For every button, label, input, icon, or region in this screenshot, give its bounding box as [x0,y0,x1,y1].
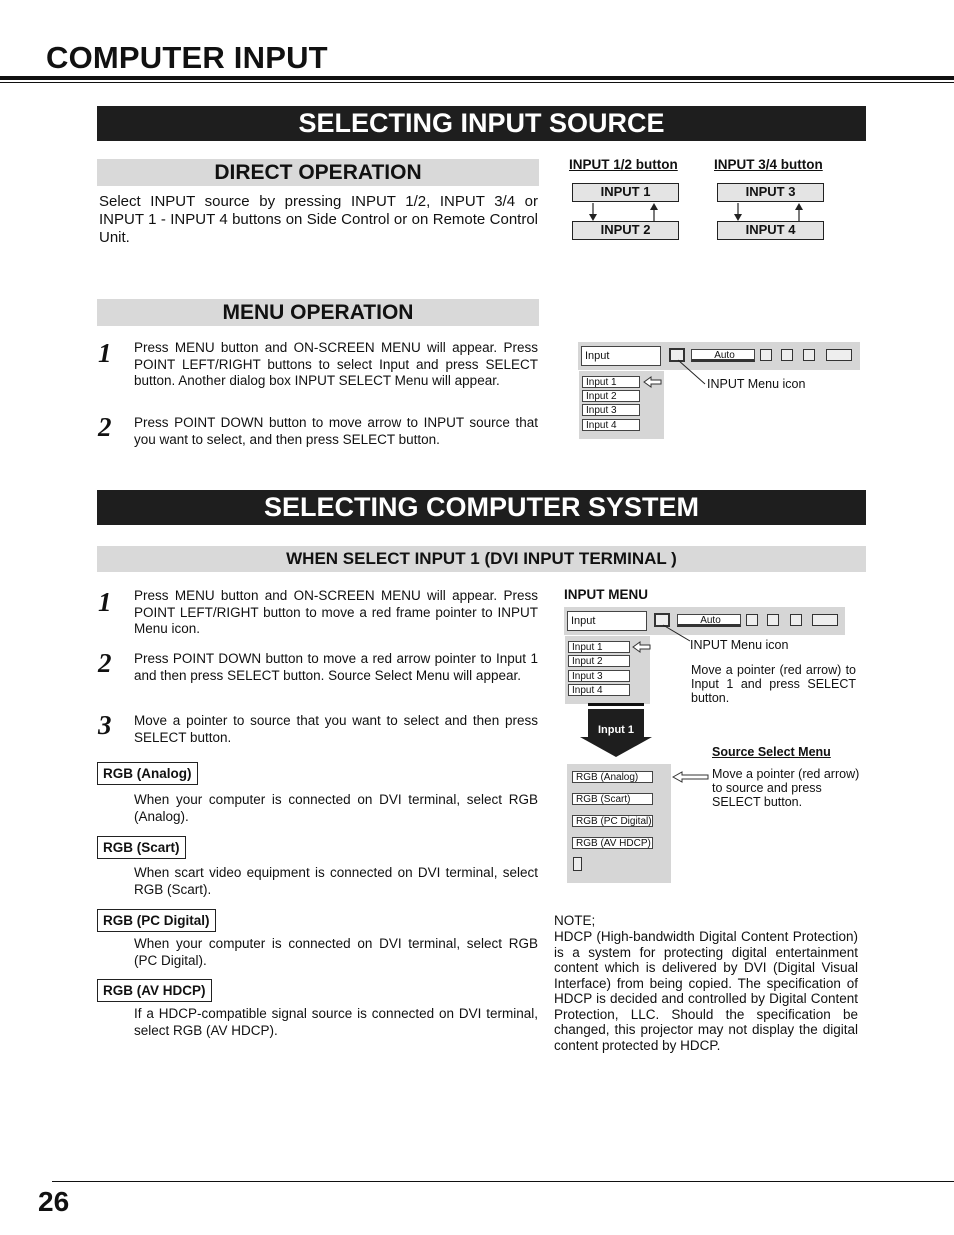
screen-icon [760,349,772,361]
red-arrow-pointer-icon [672,771,710,783]
input-item: Input 1 [568,641,630,653]
option-text: When scart video equipment is connected on DVI terminal, select RGB (Scart). [134,865,538,897]
menu-step-text: Press MENU button and ON-SCREEN MENU will appear. Press POINT LEFT/RIGHT buttons to select Input and press SELECT button. Another dialog box INPUT SELECT Menu will appear. [134,340,538,388]
page-number: 26 [38,1186,70,1217]
note-title: NOTE; [554,913,596,928]
system-step-text: Press POINT DOWN button to move a red arrow pointer to Input 1 and then press SELECT button. Source Select Menu will appear. [134,651,538,683]
input-item: Input 4 [568,684,630,696]
note-text: HDCP (High-bandwidth Digital Content Protection) is a system for protecting digital entertainment content which is delivered by DVI (Digital Visual Interface) from being copied. The specification of HDCP is decided and controlled by Digital Content Protection, LLC. Should the specification be changed, this projector may not display the digital content protected by HDCP. [554,929,858,1053]
menu-input-field: Input [581,346,661,366]
red-arrow-pointer-icon [632,641,652,653]
source-select-note: Move a pointer (red arrow) to source and press SELECT button. [712,767,860,809]
input-2-button: INPUT 2 [572,221,679,240]
input-menu-icon-label: INPUT Menu icon [690,638,789,652]
direct-operation-heading: DIRECT OPERATION [97,159,539,186]
input-3-button: INPUT 3 [717,183,824,202]
pointer-note: Move a pointer (red arrow) to Input 1 and press SELECT button. [691,663,856,705]
source-item: RGB (Scart) [572,793,653,805]
input-12-button-label: INPUT 1/2 button [569,157,678,172]
screen-icon [746,614,758,626]
input-item: Input 4 [582,419,640,431]
image-icon [767,614,779,626]
system-step-text: Move a pointer to source that you want to select and then press SELECT button. [134,713,538,745]
input-1-button: INPUT 1 [572,183,679,202]
input-menu-icon-label: INPUT Menu icon [707,377,806,391]
menu-auto-field: Auto [677,614,741,627]
source-item: RGB (AV HDCP) [572,837,653,849]
step-number: 2 [98,648,112,678]
setting-icon [826,349,852,361]
option-text: When your computer is connected on DVI terminal, select RGB (PC Digital). [134,936,538,968]
section-heading-computer-system: SELECTING COMPUTER SYSTEM [97,490,866,525]
option-label-rgb-av-hdcp: RGB (AV HDCP) [97,979,212,1002]
direct-operation-text: Select INPUT source by pressing INPUT 1/2, INPUT 3/4 or INPUT 1 - INPUT 4 buttons on Side Control or on Remote Control Unit. [99,193,538,246]
system-step-text: Press MENU button and ON-SCREEN MENU will appear. Press POINT LEFT/RIGHT button to move a red frame pointer to INPUT Menu icon. [134,588,538,636]
input-item: Input 3 [582,404,640,416]
input-item: Input 1 [582,376,640,388]
sound-icon [803,349,815,361]
title-rule [0,76,954,80]
toggle-arrows-icon [572,200,832,224]
source-item: RGB (Analog) [572,771,653,783]
arrow-label: Input 1 [597,724,635,736]
option-text: When your computer is connected on DVI terminal, select RGB (Analog). [134,792,538,824]
input-item: Input 2 [582,390,640,402]
option-text: If a HDCP-compatible signal source is connected on DVI terminal, select RGB (AV HDCP). [134,1006,538,1038]
setting-icon [812,614,838,626]
menu-auto-field: Auto [691,349,755,362]
option-label-rgb-pc-digital: RGB (PC Digital) [97,909,216,932]
step-number: 1 [98,338,112,368]
page-title: COMPUTER INPUT [46,40,328,75]
option-label-rgb-scart: RGB (Scart) [97,836,186,859]
red-arrow-pointer-icon [643,376,663,388]
input-item: Input 3 [568,670,630,682]
title-rule-thin [0,82,954,83]
source-item: RGB (PC Digital) [572,815,653,827]
option-label-rgb-analog: RGB (Analog) [97,762,198,785]
menu-operation-heading: MENU OPERATION [97,299,539,326]
section-heading-input-source: SELECTING INPUT SOURCE [97,106,866,141]
input-menu-heading: INPUT MENU [564,587,648,602]
image-icon [781,349,793,361]
footer-rule [52,1181,954,1182]
step-number: 1 [98,587,112,617]
step-number: 2 [98,412,112,442]
sound-icon [790,614,802,626]
menu-input-field: Input [567,611,647,631]
input-item: Input 2 [568,655,630,667]
source-select-heading: Source Select Menu [712,745,831,759]
menu-step-text: Press POINT DOWN button to move arrow to INPUT source that you want to select, and then press SELECT button. [134,415,538,447]
exit-icon [573,857,582,871]
step-number: 3 [98,710,112,740]
input-34-button-label: INPUT 3/4 button [714,157,823,172]
dvi-input-subheading: WHEN SELECT INPUT 1 (DVI INPUT TERMINAL ) [97,546,866,572]
input-4-button: INPUT 4 [717,221,824,240]
